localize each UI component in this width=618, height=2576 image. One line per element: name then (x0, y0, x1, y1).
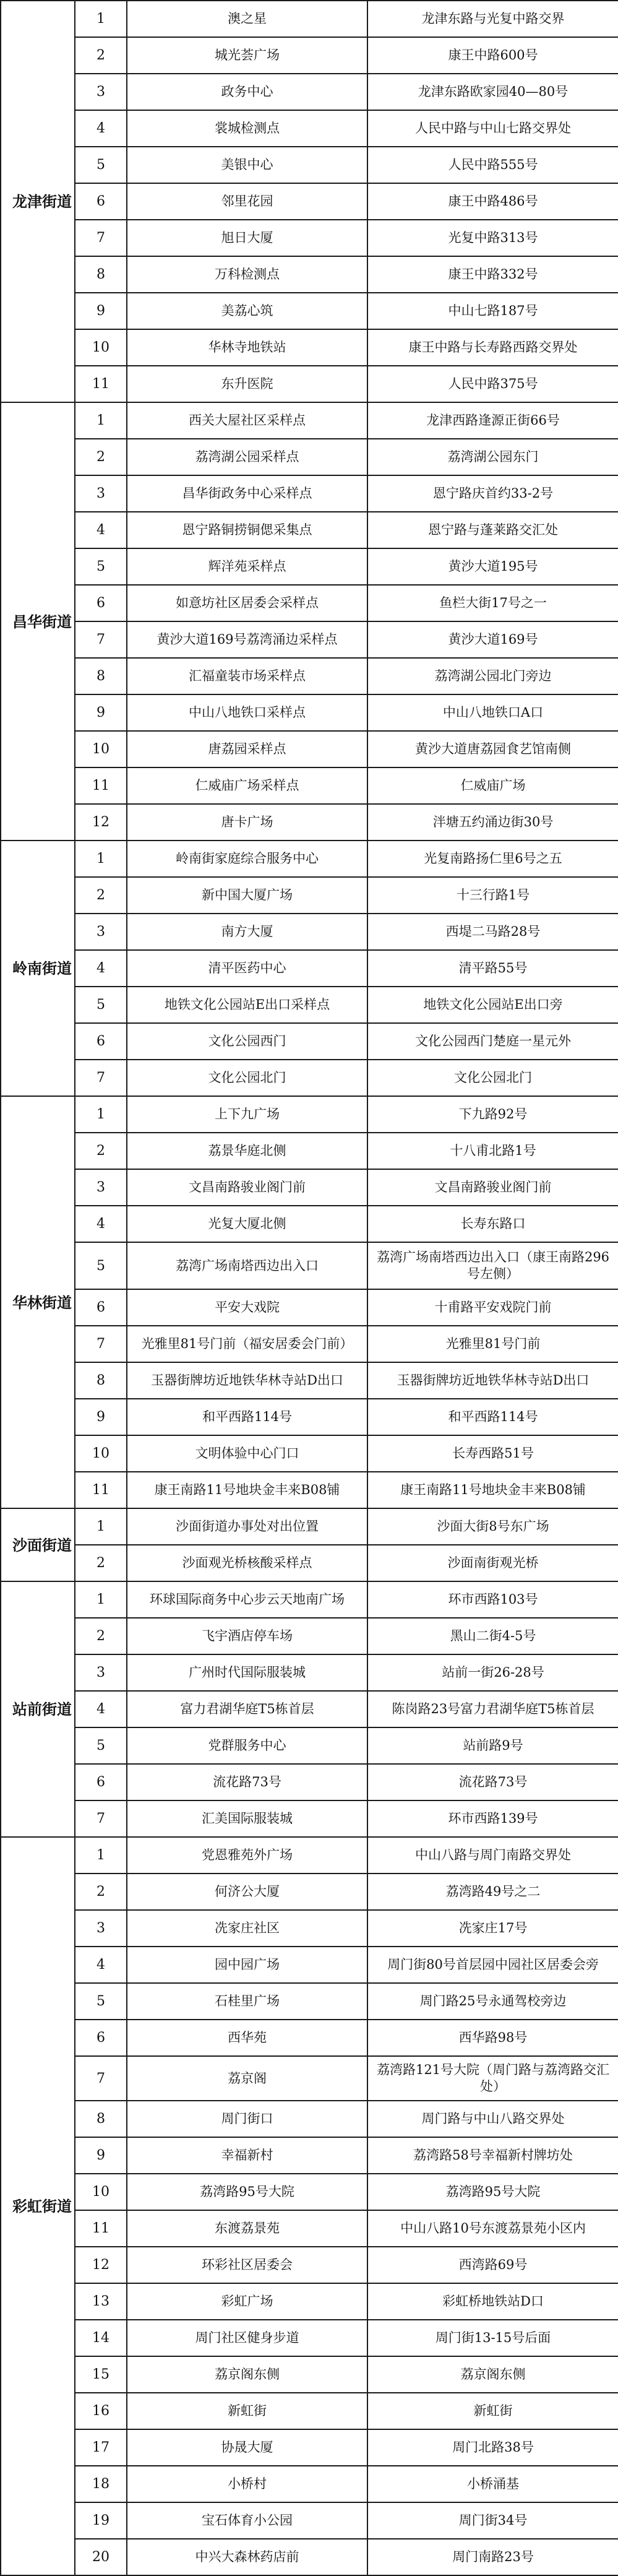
table-row (1, 1800, 618, 1837)
address-cell: 荔京阁东侧 (367, 2356, 618, 2393)
table-row (1, 1472, 618, 1508)
address-cell: 十甫路平安戏院门前 (367, 1289, 618, 1326)
address-cell: 荔湾路95号大院 (367, 2174, 618, 2210)
table-row (1, 877, 618, 914)
site-name-cell: 南方大厦 (127, 914, 367, 950)
site-name-cell: 汇福童装市场采样点 (127, 658, 367, 694)
table-row (1, 1096, 618, 1133)
site-name-cell: 仁威庙广场采样点 (127, 767, 367, 804)
address-cell: 周门街13-15号后面 (367, 2320, 618, 2356)
table-row (1, 402, 618, 439)
address-cell: 和平西路114号 (367, 1399, 618, 1435)
address-cell: 中山八路10号东渡荔景苑小区内 (367, 2210, 618, 2247)
table-row (1, 183, 618, 220)
row-number-cell: 6 (75, 183, 127, 220)
row-number-cell: 6 (75, 585, 127, 621)
address-cell: 黄沙大道169号 (367, 621, 618, 658)
address-cell: 长寿东路口 (367, 1206, 618, 1242)
row-number-cell: 1 (75, 1581, 127, 1618)
table-row (1, 2466, 618, 2502)
row-number-cell: 13 (75, 2283, 127, 2320)
row-number-cell: 5 (75, 147, 127, 183)
table-row (1, 1399, 618, 1435)
row-number-cell: 5 (75, 1242, 127, 1289)
address-cell: 荔湾路49号之二 (367, 1874, 618, 1910)
row-number-cell: 4 (75, 512, 127, 548)
table-row (1, 2137, 618, 2174)
row-number-cell: 10 (75, 1435, 127, 1472)
row-number-cell: 3 (75, 914, 127, 950)
row-number-cell: 16 (75, 2393, 127, 2429)
site-name-cell: 文昌南路骏业阁门前 (127, 1169, 367, 1206)
site-name-cell: 岭南街家庭综合服务中心 (127, 841, 367, 877)
table-row (1, 74, 618, 110)
row-number-cell: 20 (75, 2539, 127, 2575)
table-row (1, 1289, 618, 1326)
table-row (1, 1545, 618, 1581)
table-row (1, 1508, 618, 1545)
address-cell: 周门路与中山八路交界处 (367, 2101, 618, 2137)
site-name-cell: 协晟大厦 (127, 2429, 367, 2466)
row-number-cell: 3 (75, 1654, 127, 1691)
table-row (1, 987, 618, 1023)
table-row (1, 1023, 618, 1060)
table-row (1, 147, 618, 183)
table-row (1, 2101, 618, 2137)
row-number-cell: 14 (75, 2320, 127, 2356)
table-row (1, 548, 618, 585)
row-number-cell: 4 (75, 1947, 127, 1983)
row-number-cell: 10 (75, 2174, 127, 2210)
site-name-cell: 万科检测点 (127, 256, 367, 293)
site-name-cell: 华林寺地铁站 (127, 329, 367, 366)
row-number-cell: 11 (75, 767, 127, 804)
row-number-cell: 6 (75, 1023, 127, 1060)
district-name-cell: 昌华街道 (1, 402, 75, 841)
address-cell: 荔湾湖公园东门 (367, 439, 618, 475)
site-name-cell: 邻里花园 (127, 183, 367, 220)
site-name-cell: 裳城检测点 (127, 110, 367, 147)
row-number-cell: 2 (75, 1545, 127, 1581)
site-name-cell: 昌华街政务中心采样点 (127, 475, 367, 512)
address-cell: 周门街80号首层园中园社区居委会旁 (367, 1947, 618, 1983)
row-number-cell: 3 (75, 475, 127, 512)
address-cell: 下九路92号 (367, 1096, 618, 1133)
table-row (1, 694, 618, 731)
row-number-cell: 4 (75, 1691, 127, 1727)
address-cell: 周门路25号永通驾校旁边 (367, 1983, 618, 2020)
table-row (1, 1983, 618, 2020)
address-cell: 康王中路486号 (367, 183, 618, 220)
district-name-cell: 彩虹街道 (1, 1837, 75, 2575)
address-cell: 黄沙大道195号 (367, 548, 618, 585)
table-row (1, 2056, 618, 2101)
address-cell: 荔湾路121号大院（周门路与荔湾路交汇处） (367, 2056, 618, 2101)
row-number-cell: 10 (75, 329, 127, 366)
site-name-cell: 文明体验中心门口 (127, 1435, 367, 1472)
address-cell: 站前一街26-28号 (367, 1654, 618, 1691)
site-name-cell: 荔京阁 (127, 2056, 367, 2101)
site-name-cell: 周门街口 (127, 2101, 367, 2137)
row-number-cell: 1 (75, 1508, 127, 1545)
table-row (1, 37, 618, 74)
site-name-cell: 周门社区健身步道 (127, 2320, 367, 2356)
address-cell: 文化公园西门楚庭一星元外 (367, 1023, 618, 1060)
row-number-cell: 6 (75, 2020, 127, 2056)
address-cell: 西华路98号 (367, 2020, 618, 2056)
address-cell: 荔湾广场南塔西边出入口（康王南路296号左侧） (367, 1242, 618, 1289)
row-number-cell: 10 (75, 731, 127, 767)
row-number-cell: 2 (75, 1133, 127, 1169)
row-number-cell: 1 (75, 841, 127, 877)
address-cell: 站前路9号 (367, 1727, 618, 1764)
site-name-cell: 美荔心筑 (127, 293, 367, 329)
table-row (1, 2320, 618, 2356)
table-row (1, 731, 618, 767)
table-row (1, 512, 618, 548)
address-cell: 玉器街牌坊近地铁华林寺站D出口 (367, 1362, 618, 1399)
row-number-cell: 4 (75, 950, 127, 987)
row-number-cell: 1 (75, 1837, 127, 1874)
table-row (1, 1618, 618, 1654)
district-name-cell: 龙津街道 (1, 1, 75, 402)
site-name-cell: 辉洋苑采样点 (127, 548, 367, 585)
address-cell: 流花路73号 (367, 1764, 618, 1800)
site-name-cell: 地铁文化公园站E出口采样点 (127, 987, 367, 1023)
address-cell: 地铁文化公园站E出口旁 (367, 987, 618, 1023)
site-name-cell: 玉器街牌坊近地铁华林寺站D出口 (127, 1362, 367, 1399)
row-number-cell: 9 (75, 2137, 127, 2174)
address-cell: 彩虹桥地铁站D口 (367, 2283, 618, 2320)
district-name-cell: 岭南街道 (1, 841, 75, 1096)
table-row (1, 621, 618, 658)
site-name-cell: 飞宇酒店停车场 (127, 1618, 367, 1654)
address-cell: 西湾路69号 (367, 2247, 618, 2283)
site-name-cell: 旭日大厦 (127, 220, 367, 256)
table-row (1, 2174, 618, 2210)
address-cell: 荔湾路58号幸福新村牌坊处 (367, 2137, 618, 2174)
row-number-cell: 19 (75, 2502, 127, 2539)
site-name-cell: 澳之星 (127, 1, 367, 37)
address-cell: 环市西路103号 (367, 1581, 618, 1618)
address-cell: 周门街34号 (367, 2502, 618, 2539)
table-row (1, 585, 618, 621)
site-name-cell: 何济公大厦 (127, 1874, 367, 1910)
row-number-cell: 7 (75, 2056, 127, 2101)
row-number-cell: 9 (75, 694, 127, 731)
row-number-cell: 11 (75, 366, 127, 402)
row-number-cell: 7 (75, 220, 127, 256)
row-number-cell: 5 (75, 1983, 127, 2020)
row-number-cell: 11 (75, 1472, 127, 1508)
site-name-cell: 光雅里81号门前（福安居委会门前） (127, 1326, 367, 1362)
site-name-cell: 荔湾广场南塔西边出入口 (127, 1242, 367, 1289)
site-name-cell: 环彩社区居委会 (127, 2247, 367, 2283)
address-cell: 文昌南路骏业阁门前 (367, 1169, 618, 1206)
address-cell: 康王中路与长寿路西路交界处 (367, 329, 618, 366)
site-name-cell: 和平西路114号 (127, 1399, 367, 1435)
row-number-cell: 7 (75, 1326, 127, 1362)
address-cell: 文化公园北门 (367, 1060, 618, 1096)
table-row (1, 658, 618, 694)
site-name-cell: 东渡荔景苑 (127, 2210, 367, 2247)
site-name-cell: 唐荔园采样点 (127, 731, 367, 767)
site-name-cell: 如意坊社区居委会采样点 (127, 585, 367, 621)
row-number-cell: 11 (75, 2210, 127, 2247)
row-number-cell: 7 (75, 621, 127, 658)
row-number-cell: 2 (75, 877, 127, 914)
site-name-cell: 荔湾路95号大院 (127, 2174, 367, 2210)
row-number-cell: 7 (75, 1800, 127, 1837)
table-row (1, 293, 618, 329)
row-number-cell: 9 (75, 1399, 127, 1435)
row-number-cell: 4 (75, 110, 127, 147)
row-number-cell: 3 (75, 74, 127, 110)
row-number-cell: 12 (75, 804, 127, 841)
address-cell: 鱼栏大街17号之一 (367, 585, 618, 621)
table-row (1, 804, 618, 841)
table-row (1, 1133, 618, 1169)
table-row (1, 1727, 618, 1764)
row-number-cell: 18 (75, 2466, 127, 2502)
table-row (1, 1654, 618, 1691)
row-number-cell: 1 (75, 1, 127, 37)
table-row (1, 1837, 618, 1874)
address-cell: 长寿西路51号 (367, 1435, 618, 1472)
row-number-cell: 2 (75, 1618, 127, 1654)
row-number-cell: 8 (75, 2101, 127, 2137)
table-row (1, 767, 618, 804)
row-number-cell: 3 (75, 1169, 127, 1206)
site-name-cell: 汇美国际服装城 (127, 1800, 367, 1837)
site-name-cell: 西华苑 (127, 2020, 367, 2056)
row-number-cell: 7 (75, 1060, 127, 1096)
address-cell: 龙津东路与光复中路交界 (367, 1, 618, 37)
address-cell: 周门南路23号 (367, 2539, 618, 2575)
district-name-cell: 沙面街道 (1, 1508, 75, 1581)
row-number-cell: 1 (75, 402, 127, 439)
row-number-cell: 2 (75, 1874, 127, 1910)
site-name-cell: 中兴大森林药店前 (127, 2539, 367, 2575)
site-name-cell: 东升医院 (127, 366, 367, 402)
row-number-cell: 15 (75, 2356, 127, 2393)
site-name-cell: 美银中心 (127, 147, 367, 183)
site-name-cell: 政务中心 (127, 74, 367, 110)
site-name-cell: 恩宁路铜捞铜偲采集点 (127, 512, 367, 548)
site-name-cell: 荔京阁东侧 (127, 2356, 367, 2393)
site-name-cell: 唐卡广场 (127, 804, 367, 841)
table-row (1, 1764, 618, 1800)
address-cell: 沙面大街8号东广场 (367, 1508, 618, 1545)
site-name-cell: 环球国际商务中心步云天地南广场 (127, 1581, 367, 1618)
row-number-cell: 2 (75, 439, 127, 475)
site-name-cell: 清平医药中心 (127, 950, 367, 987)
site-name-cell: 宝石体育小公园 (127, 2502, 367, 2539)
table-row (1, 2283, 618, 2320)
site-name-cell: 沙面观光桥核酸采样点 (127, 1545, 367, 1581)
site-name-cell: 荔湾湖公园采样点 (127, 439, 367, 475)
table-row (1, 1326, 618, 1362)
table-row (1, 2502, 618, 2539)
site-name-cell: 石桂里广场 (127, 1983, 367, 2020)
table-row (1, 2020, 618, 2056)
district-name-cell: 华林街道 (1, 1096, 75, 1508)
site-name-cell: 流花路73号 (127, 1764, 367, 1800)
address-cell: 人民中路555号 (367, 147, 618, 183)
row-number-cell: 6 (75, 1289, 127, 1326)
site-name-cell: 城光荟广场 (127, 37, 367, 74)
table-row (1, 2210, 618, 2247)
table-row (1, 1362, 618, 1399)
row-number-cell: 1 (75, 1096, 127, 1133)
table-row (1, 1691, 618, 1727)
table-row (1, 439, 618, 475)
row-number-cell: 9 (75, 293, 127, 329)
address-cell: 康王中路332号 (367, 256, 618, 293)
site-name-cell: 党恩雅苑外广场 (127, 1837, 367, 1874)
address-cell: 龙津东路欧家园40—80号 (367, 74, 618, 110)
table-row (1, 2393, 618, 2429)
address-cell: 人民中路与中山七路交界处 (367, 110, 618, 147)
address-cell: 康王南路11号地块金丰来B08铺 (367, 1472, 618, 1508)
address-cell: 黄沙大道唐荔园食艺馆南侧 (367, 731, 618, 767)
table-row (1, 2539, 618, 2575)
table-row (1, 1947, 618, 1983)
site-name-cell: 黄沙大道169号荔湾涌边采样点 (127, 621, 367, 658)
table-row (1, 1060, 618, 1096)
address-cell: 环市西路139号 (367, 1800, 618, 1837)
address-cell: 荔湾湖公园北门旁边 (367, 658, 618, 694)
site-name-cell: 光复大厦北侧 (127, 1206, 367, 1242)
address-cell: 光雅里81号门前 (367, 1326, 618, 1362)
site-name-cell: 沙面街道办事处对出位置 (127, 1508, 367, 1545)
row-number-cell: 8 (75, 256, 127, 293)
address-cell: 中山八地铁口A口 (367, 694, 618, 731)
address-cell: 冼家庄17号 (367, 1910, 618, 1947)
site-name-cell: 幸福新村 (127, 2137, 367, 2174)
table-row (1, 220, 618, 256)
address-cell: 仁威庙广场 (367, 767, 618, 804)
site-name-cell: 中山八地铁口采样点 (127, 694, 367, 731)
row-number-cell: 6 (75, 1764, 127, 1800)
table-row (1, 1874, 618, 1910)
address-cell: 十三行路1号 (367, 877, 618, 914)
site-name-cell: 彩虹广场 (127, 2283, 367, 2320)
site-name-cell: 新虹街 (127, 2393, 367, 2429)
table-row (1, 1581, 618, 1618)
address-cell: 沙面南街观光桥 (367, 1545, 618, 1581)
site-name-cell: 新中国大厦广场 (127, 877, 367, 914)
table-row (1, 1, 618, 37)
address-cell: 陈岗路23号富力君湖华庭T5栋首层 (367, 1691, 618, 1727)
address-cell: 光复南路扬仁里6号之五 (367, 841, 618, 877)
table-body (1, 1, 618, 2575)
site-name-cell: 西关大屋社区采样点 (127, 402, 367, 439)
table-row (1, 2247, 618, 2283)
table-row (1, 366, 618, 402)
address-cell: 中山八路与周门南路交界处 (367, 1837, 618, 1874)
site-name-cell: 上下九广场 (127, 1096, 367, 1133)
site-name-cell: 广州时代国际服装城 (127, 1654, 367, 1691)
table-row (1, 1206, 618, 1242)
site-name-cell: 园中园广场 (127, 1947, 367, 1983)
table-row (1, 110, 618, 147)
row-number-cell: 8 (75, 1362, 127, 1399)
site-name-cell: 小桥村 (127, 2466, 367, 2502)
table-row (1, 1910, 618, 1947)
address-cell: 恩宁路庆首约33-2号 (367, 475, 618, 512)
site-name-cell: 党群服务中心 (127, 1727, 367, 1764)
site-name-cell: 康王南路11号地块金丰来B08铺 (127, 1472, 367, 1508)
address-cell: 清平路55号 (367, 950, 618, 987)
site-name-cell: 文化公园北门 (127, 1060, 367, 1096)
address-cell: 龙津西路逢源正街66号 (367, 402, 618, 439)
table-row (1, 2429, 618, 2466)
table-row (1, 914, 618, 950)
address-cell: 小桥涌基 (367, 2466, 618, 2502)
row-number-cell: 17 (75, 2429, 127, 2466)
table-row (1, 2356, 618, 2393)
site-name-cell: 平安大戏院 (127, 1289, 367, 1326)
table-row (1, 1242, 618, 1289)
address-cell: 泮塘五约涌边街30号 (367, 804, 618, 841)
address-cell: 康王中路600号 (367, 37, 618, 74)
address-cell: 十八甫北路1号 (367, 1133, 618, 1169)
address-cell: 周门北路38号 (367, 2429, 618, 2466)
table-row (1, 950, 618, 987)
row-number-cell: 5 (75, 548, 127, 585)
table-row (1, 256, 618, 293)
row-number-cell: 2 (75, 37, 127, 74)
address-cell: 恩宁路与蓬莱路交汇处 (367, 512, 618, 548)
address-cell: 黑山二街4-5号 (367, 1618, 618, 1654)
table-row (1, 1435, 618, 1472)
row-number-cell: 5 (75, 1727, 127, 1764)
district-name-cell: 站前街道 (1, 1581, 75, 1837)
address-cell: 新虹街 (367, 2393, 618, 2429)
address-cell: 西堤二马路28号 (367, 914, 618, 950)
site-name-cell: 富力君湖华庭T5栋首层 (127, 1691, 367, 1727)
row-number-cell: 3 (75, 1910, 127, 1947)
table-row (1, 1169, 618, 1206)
table-row (1, 841, 618, 877)
site-name-cell: 文化公园西门 (127, 1023, 367, 1060)
site-name-cell: 冼家庄社区 (127, 1910, 367, 1947)
row-number-cell: 5 (75, 987, 127, 1023)
address-cell: 光复中路313号 (367, 220, 618, 256)
row-number-cell: 12 (75, 2247, 127, 2283)
address-cell: 中山七路187号 (367, 293, 618, 329)
row-number-cell: 4 (75, 1206, 127, 1242)
row-number-cell: 8 (75, 658, 127, 694)
site-name-cell: 荔景华庭北侧 (127, 1133, 367, 1169)
address-cell: 人民中路375号 (367, 366, 618, 402)
table-row (1, 329, 618, 366)
table-row (1, 475, 618, 512)
